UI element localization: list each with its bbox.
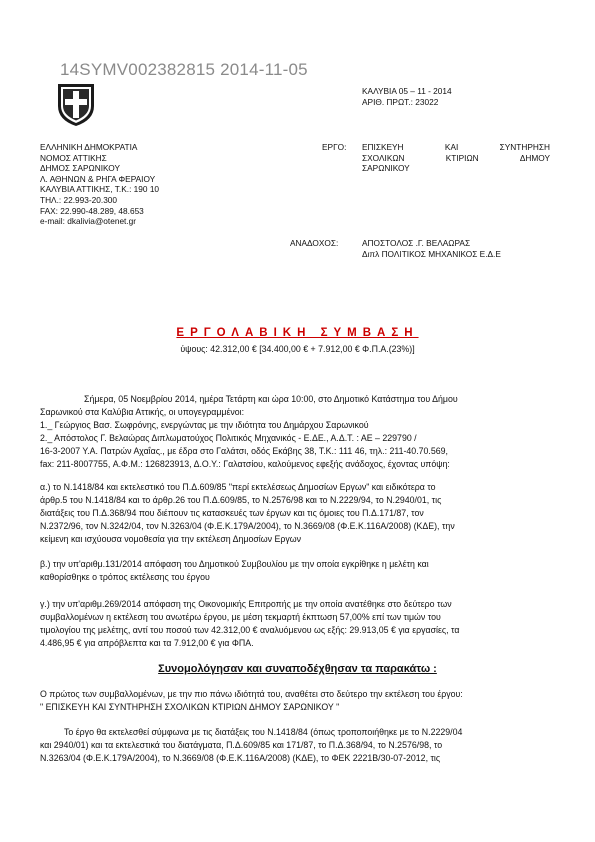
project-word: ΕΠΙΣΚΕΥΗ [362, 142, 404, 152]
project-label: ΕΡΓΟ: [322, 142, 347, 152]
text-line: και 2940/01) και τα εκτελεστικά του διατάγματα, Π.Δ.609/85 και 171/87, το Π.Δ.368/94, το Ν.2576/98, το [40, 740, 443, 750]
contractor-block [362, 238, 501, 259]
text-line: " ΕΠΙΣΚΕΥΗ ΚΑΙ ΣΥΝΤΗΡΗΣΗ ΣΧΟΛΙΚΩΝ ΚΤΙΡΙΩΝ ΔΗΜΟΥ ΣΑΡΩΝΙΚΟΥ " [40, 702, 340, 712]
protocol-number: ΑΡΙΘ. ΠΡΩΤ.: 23022 [362, 96, 439, 107]
issuer-line: e-mail: dkalivia@otenet.gr [40, 216, 137, 227]
contractor-label: ΑΝΑΔΟΧΟΣ: [290, 238, 339, 248]
project-word: ΣΥΝΤΗΡΗΣΗ [499, 142, 550, 152]
issuer-line: Λ. ΑΘΗΝΩΝ & ΡΗΓΑ ΦΕΡΑΙΟΥ [40, 173, 156, 184]
project-line: ΣΑΡΩΝΙΚΟΥ [362, 163, 410, 174]
intro-paragraph [40, 393, 556, 471]
contractor-title: Διπλ ΠΟΛΙΤΙΚΟΣ ΜΗΧΑΝΙΚΟΣ Ε.Δ.Ε [362, 248, 501, 259]
project-word: ΚΑΙ [444, 142, 459, 152]
place-date: ΚΑΛΥΒΙΑ 05 – 11 - 2014 [362, 86, 452, 96]
text-line: 1._ Γεώργιος Βασ. Σωφρόνης, ενεργώντας με την ιδιότητα του Δημάρχου Σαρωνικού [40, 420, 369, 430]
section-heading: Συνομολόγησαν και συναποδέχθησαν τα παρακάτω : [158, 663, 437, 675]
project-word: ΚΤΙΡΙΩΝ [445, 152, 479, 163]
document-title: ΕΡΓΟΛΑΒΙΚΗ ΣΥΜΒΑΣΗ [176, 327, 419, 339]
issuer-line: ΕΛΛΗΝΙΚΗ ΔΗΜΟΚΡΑΤΙΑ [40, 142, 138, 152]
text-line: γ.) την υπ'αριθμ.269/2014 απόφαση της Οικονομικής Επιτροπής με την οποία ανατέθηκε στο δεύτερο των [40, 599, 452, 609]
issuer-line: FAX: 22.990-48.289, 48.653 [40, 205, 144, 216]
project-block [362, 142, 550, 174]
text-line: 4.486,95 € για απρόβλεπτα και τα 7.912,00 € για ΦΠΑ. [40, 638, 254, 648]
text-line: fax: 211-8007755, Α.Φ.Μ.: 126823913, Δ.Ο.Υ.: Γαλατσίου, καλούμενος εφεξής ανάδοχος, έχοντας υπόψη: [40, 459, 450, 469]
text-line: Σαρωνικού στα Καλύβια Αττικής, οι υπογεγραμμένοι: [40, 407, 245, 417]
text-line: Σήμερα, 05 Νοεμβρίου 2014, ημέρα Τετάρτη και ώρα 10:00, στο Δημοτικό Κατάστημα του Δήμου [84, 394, 458, 404]
text-line: καθορίσθηκε ο τρόπος εκτέλεσης του έργου [40, 572, 210, 582]
text-line: Ν.2372/96, τον Ν.3242/04, τον Ν.3263/04 (Φ.Ε.Κ.179Α/2004), το Ν.3669/08 (Φ.Ε.Κ.116Α/2008) (ΚΔΕ), την [40, 521, 455, 531]
paragraph-b [40, 558, 556, 584]
text-line: κείμενη και ισχύουσα νομοθεσία για την εκτέλεση Δημοσίων Εργων [40, 534, 301, 544]
issuer-line: ΤΗΛ.: 22.993-20.300 [40, 194, 118, 205]
paragraph-a [40, 481, 556, 546]
issuer-line: ΚΑΛΥΒΙΑ ΑΤΤΙΚΗΣ, Τ.Κ.: 190 10 [40, 184, 160, 195]
text-line: 16-3-2007 Υ.Α. Πατρών Αχαΐας., με έδρα στο Γαλάτσι, οδός Εκάβης 38, Τ.Κ.: 111 46, τηλ.: 211-40.70.569, [40, 446, 448, 456]
contract-amount: ύψους: 42.312,00 € [34.400,00 € + 7.912,00 € Φ.Π.Α.(23%)] [180, 344, 415, 354]
project-word: ΣΧΟΛΙΚΩΝ [362, 152, 405, 163]
text-line: Ο πρώτος των συμβαλλομένων, με την πιο πάνω ιδιότητά του, αναθέτει στο δεύτερο την εκτέλεση του έργου: [40, 689, 463, 699]
text-line: άρθρ.5 του Ν.1418/84 και το άρθρ.26 του Π.Δ.609/85, το Ν.2576/98 και το Ν.2229/94, το Ν.2940/01, τις [40, 495, 442, 505]
paragraph-assignment [40, 688, 556, 714]
project-word: ΔΗΜΟΥ [519, 152, 550, 163]
text-line: διατάξεις του Π.Δ.368/94 που διέπουν τις κατασκευές των έργων και τις όμοιες του Π.Δ.171/87, τον [40, 508, 424, 518]
text-line: τιμολογίου της μελέτης, αντί του ποσού των 42.312,00 € αναλυόμενου ως εξής: 29.913,05 € για εργασίες, τα [40, 625, 460, 635]
issuer-block [40, 142, 159, 227]
issuer-line: ΝΟΜΟΣ ΑΤΤΙΚΗΣ [40, 152, 107, 163]
greek-emblem-icon [52, 80, 100, 128]
text-line: Το έργο θα εκτελεσθεί σύμφωνα με τις διατάξεις του Ν.1418/84 (όπως τροποποιήθηκε με το Ν.2229/04 [64, 727, 463, 737]
text-line: α.) το Ν.1418/84 και εκτελεστικό του Π.Δ.609/85 "περί εκτελέσεως Δημοσίων Εργων" και ειδικότερα το [40, 482, 436, 492]
text-line: 2._ Απόστολος Γ. Βελαώρας Διπλωματούχος Πολιτικός Μηχανικός - Ε.ΔΕ., Α.Δ.Τ. : ΑΕ – 229790 / [40, 433, 417, 443]
paragraph-execution [40, 726, 556, 765]
text-line: συμβαλλομένων η εκτέλεση του ανωτέρω έργου, με μέση τεκμαρτή έκπτωση 57,00% επί των τιμών του [40, 612, 441, 622]
contractor-name: ΑΠΟΣΤΟΛΟΣ .Γ. ΒΕΛΑΩΡΑΣ [362, 238, 471, 248]
text-line: β.) την υπ'αριθμ.131/2014 απόφαση του Δημοτικού Συμβουλίου με την οποία εγκρίθηκε η μελέτη και [40, 559, 429, 569]
paragraph-c [40, 598, 556, 650]
issuer-line: ΔΗΜΟΣ ΣΑΡΩΝΙΚΟΥ [40, 163, 121, 174]
document-id-watermark: 14SYMV002382815 2014-11-05 [60, 60, 308, 79]
text-line: Ν.3263/04 (Φ.Ε.Κ.179Α/2004), το Ν.3669/08 (Φ.Ε.Κ.116Α/2008) (ΚΔΕ), το ΦΕΚ 2221Β/30-07-2012, τις [40, 753, 441, 763]
